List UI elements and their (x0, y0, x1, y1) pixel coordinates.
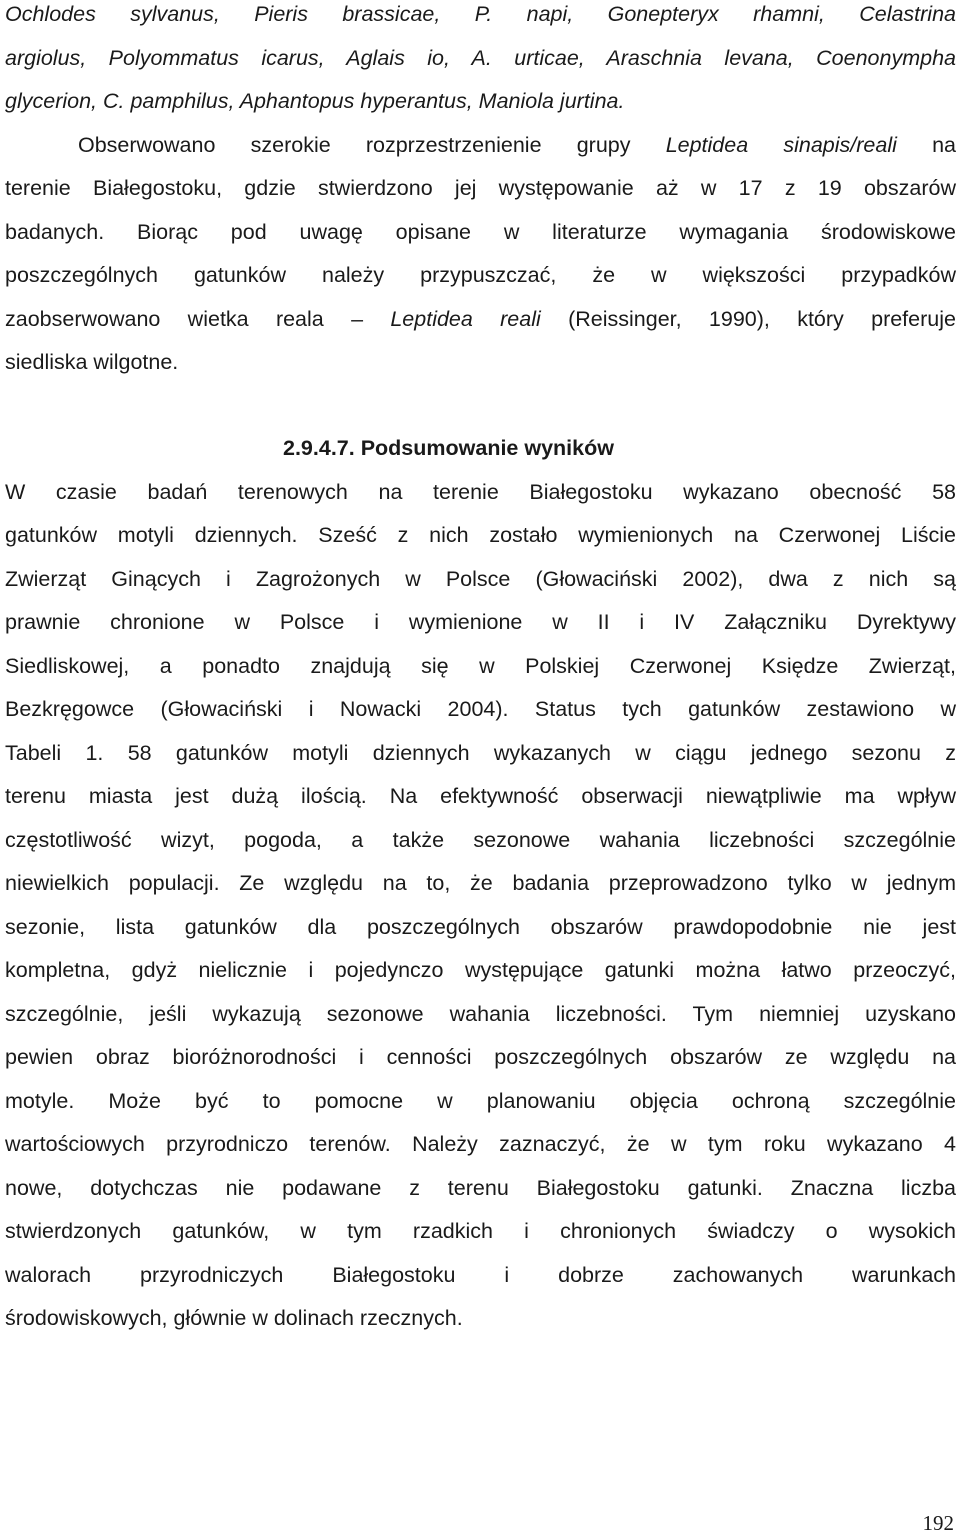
section-heading: 2.9.4.7. Podsumowanie wyników (283, 436, 614, 460)
paragraph-2-line-7: Tabeli 1. 58 gatunków motyli dziennych wykazanych w ciągu jednego sezonu z (5, 741, 956, 765)
paragraph-1-line-1: Ochlodes sylvanus, Pieris brassicae, P. napi, Gonepteryx rhamni, Celastrina (5, 2, 956, 26)
paragraph-2-line-13: szczególnie, jeśli wykazują sezonowe wahania liczebności. Tym niemniej uzyskano (5, 1002, 956, 1026)
paragraph-2-line-5: Siedliskowej, a ponadto znajdują się w Polskiej Czerwonej Księdze Zwierząt, (5, 654, 956, 678)
paragraph-1-line-6: badanych. Biorąc pod uwagę opisane w literaturze wymagania środowiskowe (5, 220, 956, 244)
paragraph-2-line-1: W czasie badań terenowych na terenie Białegostoku wykazano obecność 58 (5, 480, 956, 504)
paragraph-2-line-4: prawnie chronione w Polsce i wymienione w II i IV Załączniku Dyrektywy (5, 610, 956, 634)
paragraph-1-line-3: glycerion, C. pamphilus, Aphantopus hyperantus, Maniola jurtina. (5, 89, 625, 113)
paragraph-1-line-8: zaobserwowano wietka reala – Leptidea reali (Reissinger, 1990), który preferuje (5, 307, 956, 331)
paragraph-2-line-16: wartościowych przyrodniczo terenów. Należy zaznaczyć, że w tym roku wykazano 4 (5, 1132, 956, 1156)
paragraph-2-line-6: Bezkręgowce (Głowaciński i Nowacki 2004). Status tych gatunków zestawiono w (5, 697, 956, 721)
paragraph-2-line-8: terenu miasta jest dużą ilością. Na efektywność obserwacji niewątpliwie ma wpływ (5, 784, 956, 808)
paragraph-2-line-15: motyle. Może być to pomocne w planowaniu objęcia ochroną szczególnie (5, 1089, 956, 1113)
paragraph-2-line-17: nowe, dotychczas nie podawane z terenu Białegostoku gatunki. Znaczna liczba (5, 1176, 956, 1200)
paragraph-1-line-7: poszczególnych gatunków należy przypuszczać, że w większości przypadków (5, 263, 956, 287)
paragraph-2-line-10: niewielkich populacji. Ze względu na to, że badania przeprowadzono tylko w jednym (5, 871, 956, 895)
paragraph-2-line-20: środowiskowych, głównie w dolinach rzecznych. (5, 1306, 463, 1330)
paragraph-2-line-12: kompletna, gdyż nielicznie i pojedynczo występujące gatunki można łatwo przeoczyć, (5, 958, 956, 982)
paragraph-2-line-9: częstotliwość wizyt, pogoda, a także sezonowe wahania liczebności szczególnie (5, 828, 956, 852)
paragraph-2-line-2: gatunków motyli dziennych. Sześć z nich zostało wymienionych na Czerwonej Liście (5, 523, 956, 547)
paragraph-2-line-14: pewien obraz bioróżnorodności i cenności poszczególnych obszarów ze względu na (5, 1045, 956, 1069)
paragraph-1-line-4: Obserwowano szerokie rozprzestrzenienie grupy Leptidea sinapis/reali na (78, 133, 957, 157)
paragraph-2-line-18: stwierdzonych gatunków, w tym rzadkich i chronionych świadczy o wysokich (5, 1219, 956, 1243)
paragraph-2-line-3: Zwierząt Ginących i Zagrożonych w Polsce (Głowaciński 2002), dwa z nich są (5, 567, 956, 591)
paragraph-1-line-2: argiolus, Polyommatus icarus, Aglais io, A. urticae, Araschnia levana, Coenonympha (5, 46, 956, 70)
paragraph-1-line-9: siedliska wilgotne. (5, 350, 179, 374)
paragraph-2-line-19: walorach przyrodniczych Białegostoku i dobrze zachowanych warunkach (5, 1263, 956, 1287)
page-number: 192 (922, 1511, 954, 1535)
paragraph-2-line-11: sezonie, lista gatunków dla poszczególnych obszarów prawdopodobnie nie jest (5, 915, 956, 939)
paragraph-1-line-5: terenie Białegostoku, gdzie stwierdzono jej występowanie aż w 17 z 19 obszarów (5, 176, 956, 200)
